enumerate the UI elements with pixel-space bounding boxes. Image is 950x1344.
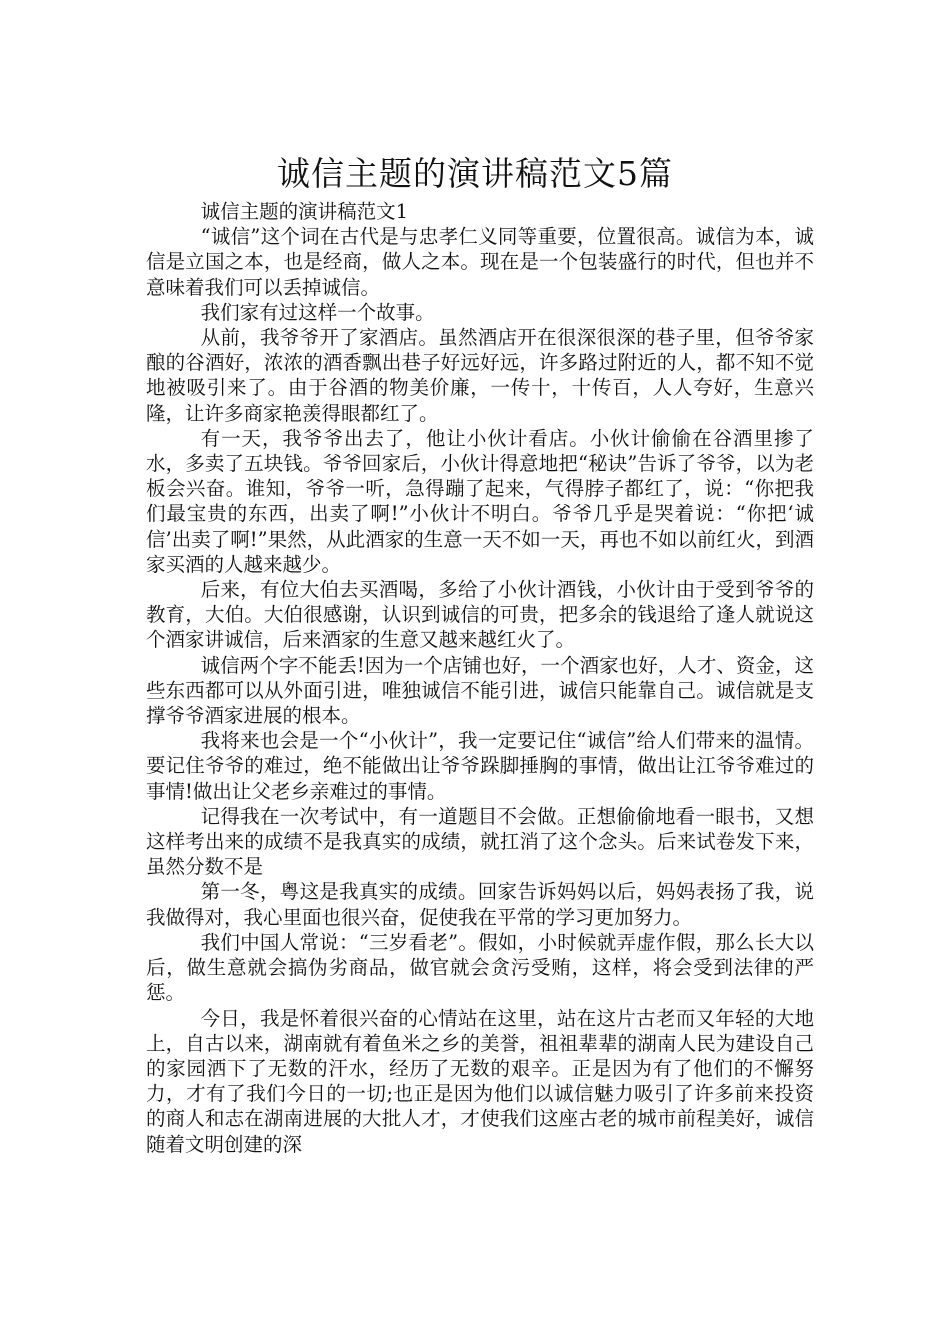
paragraph: 我将来也会是一个“小伙计”，我一定要记住“诚信”给人们带来的温情。要记住爷爷的难过，绝不能做出让爷爷跺脚捶胸的事情，做出让江爷爷难过的事情!做出让父老乡亲难过的事情。	[146, 729, 814, 803]
paragraph: 记得我在一次考试中，有一道题目不会做。正想偷偷地看一眼书，又想这样考出来的成绩不是我真实的成绩，就扛消了这个念头。后来试卷发下来，虽然分数不是	[146, 804, 814, 879]
paragraph: 诚信两个字不能丢!因为一个店铺也好，一个酒家也好，人才、资金，这些东西都可以从外面引进，唯独诚信不能引进，诚信只能靠自己。诚信就是支撑爷爷酒家进展的根本。	[146, 653, 814, 728]
paragraph: 我们家有过这样一个故事。	[200, 300, 435, 324]
article-body	[146, 199, 814, 1157]
document-title: 诚信主题的演讲稿范文5篇	[277, 154, 673, 194]
paragraph: 第一冬，粤这是我真实的成绩。回家告诉妈妈以后，妈妈表扬了我，说我做得对，我心里面也很兴奋，促使我在平常的学习更加努力。	[146, 880, 814, 929]
paragraph: 从前，我爷爷开了家酒店。虽然酒店开在很深很深的巷子里，但爷爷家酿的谷酒好，浓浓的酒香飘出巷子好远好远，许多路过附近的人，都不知不觉地被吸引来了。由于谷酒的物美价廉，一传十，十传百，人人夸好，生意兴隆，让许多商家艳羡得眼都红了。	[146, 326, 814, 425]
paragraph: 诚信主题的演讲稿范文1	[200, 200, 409, 223]
paragraph: “诚信”这个词在古代是与忠孝仁义同等重要，位置很高。诚信为本，诚信是立国之本，也是经商，做人之本。现在是一个包装盛行的时代，但也并不意味着我们可以丢掉诚信。	[146, 225, 814, 299]
paragraph: 我们中国人常说：“三岁看老”。假如，小时候就弄虚作假，那么长大以后，做生意就会搞伪劣商品，做官就会贪污受贿，这样，将会受到法律的严惩。	[146, 930, 814, 1005]
paragraph: 今日，我是怀着很兴奋的心情站在这里，站在这片古老而又年轻的大地上，自古以来，湖南就有着鱼米之乡的美誉，祖祖辈辈的湖南人民为建设自己的家园洒下了无数的汗水，经历了无数的艰辛。正是因为有了他们的不懈努力，才有了我们今日的一切;也正是因为他们以诚信魅力吸引了许多前来投资的商人和志在湖南进展的大批人才，才使我们这座古老的城市前程美好，诚信随着文明创建的深	[146, 1006, 814, 1156]
paragraph: 后来，有位大伯去买酒喝，多给了小伙计酒钱，小伙计由于受到爷爷的教育，大伯。大伯很感谢，认识到诚信的可贵，把多余的钱退给了逢人就说这个酒家讲诚信，后来酒家的生意又越来越红火了。	[146, 578, 814, 652]
paragraph: 有一天，我爷爷出去了，他让小伙计看店。小伙计偷偷在谷酒里掺了水，多卖了五块钱。爷爷回家后，小伙计得意地把“秘诀”告诉了爷爷，以为老板会兴奋。谁知，爷爷一听，急得蹦了起来，气得脖子都红了，说：“你把我们最宝贵的东西，出卖了啊!”小伙计不明白。爷爷几乎是哭着说：“你把‘诚信’出卖了啊!”果然，从此酒家的生意一天不如一天，再也不如以前红火，到酒家买酒的人越来越少。	[146, 426, 814, 576]
